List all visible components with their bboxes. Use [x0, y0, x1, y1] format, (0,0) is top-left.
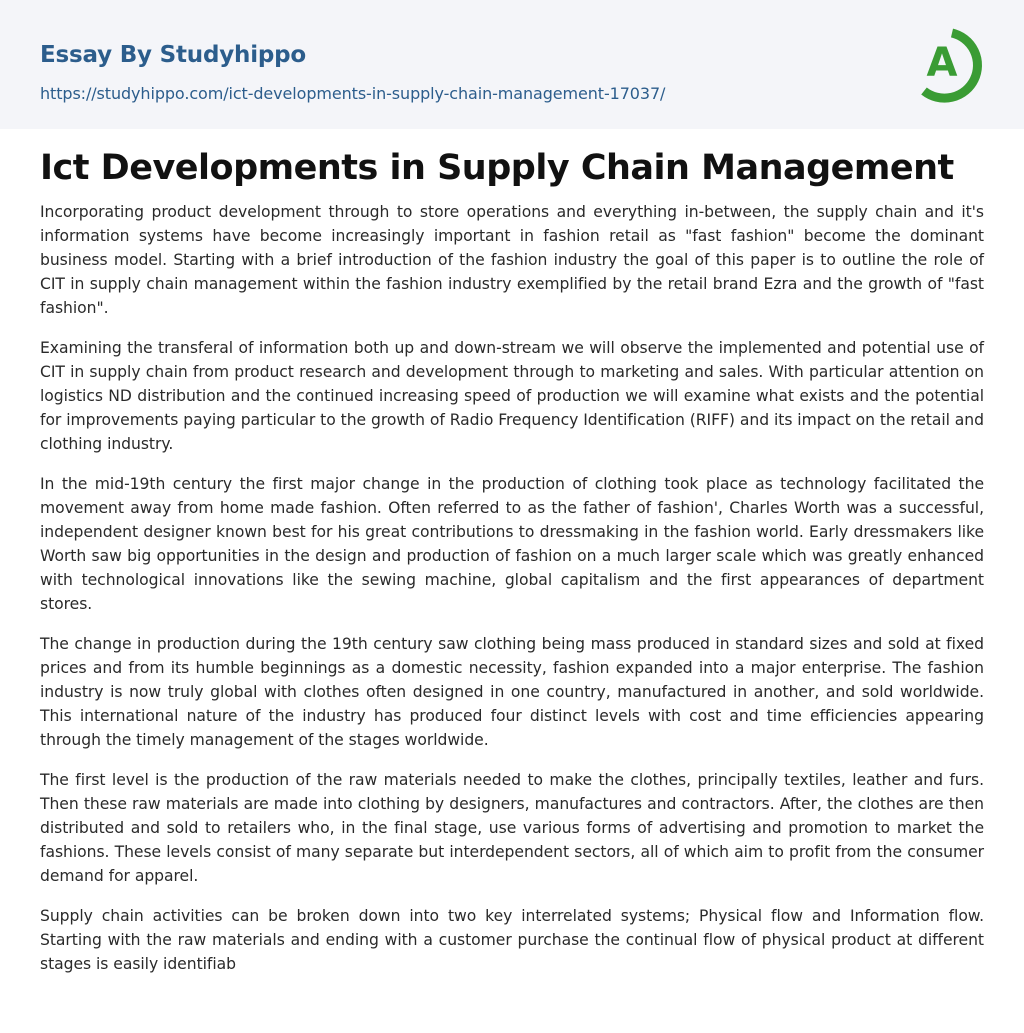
article-paragraph: Incorporating product development through to store operations and everything in-between, the supply chain and it's information systems have become increasingly important in fashion retail as "fast fashion" become the dominant business model. Starting with a brief introduction of the fashion industry the goal of this paper is to outline the role of CIT in supply chain management within the fashion industry exemplified by the retail brand Ezra and the growth of "fast fashion". — [40, 203, 984, 317]
article-paragraph: In the mid-19th century the first major change in the production of clothing took place as technology facilitated the movement away from home made fashion. Often referred to as the father of fashion', Charles Worth was a successful, independent designer known best for his great contributions to dressmaking in the fashion world. Early dressmakers like Worth saw big opportunities in the design and production of fashion on a much larger scale which was greatly enhanced with technological innovations like the sewing machine, global capitalism and the first appearances of department stores. — [40, 475, 984, 613]
studyhippo-logo-icon[interactable] — [898, 19, 986, 107]
article-paragraph: Supply chain activities can be broken down into two key interrelated systems; Physical flow and Information flow. Starting with the raw materials and ending with a customer purchase the continual flow of physical product at different stages is easily identifiab — [40, 907, 984, 973]
logo-letter: A — [926, 40, 958, 86]
site-brand[interactable]: Essay By Studyhippo — [40, 42, 307, 68]
page-title: Ict Developments in Supply Chain Management — [40, 148, 954, 188]
source-url-link[interactable]: https://studyhippo.com/ict-developments-in-supply-chain-management-17037/ — [40, 84, 666, 103]
article-paragraph: The first level is the production of the raw materials needed to make the clothes, principally textiles, leather and furs. Then these raw materials are made into clothing by designers, manufactures and contractors. After, the clothes are then distributed and sold to retailers who, in the final stage, use various forms of advertising and promotion to market the fashions. These levels consist of many separate but interdependent sectors, all of which aim to profit from the consumer demand for apparel. — [40, 771, 984, 885]
site-header — [0, 0, 1024, 129]
article-body — [40, 200, 984, 992]
article-paragraph: Examining the transferal of information both up and down-stream we will observe the implemented and potential use of CIT in supply chain from product research and development through to marketing and sales. With particular attention on logistics ND distribution and the continued increasing speed of production we will examine what exists and the potential for improvements paying particular to the growth of Radio Frequency Identification (RIFF) and its impact on the retail and clothing industry. — [40, 339, 984, 453]
article-paragraph: The change in production during the 19th century saw clothing being mass produced in standard sizes and sold at fixed prices and from its humble beginnings as a domestic necessity, fashion expanded into a major enterprise. The fashion industry is now truly global with clothes often designed in one country, manufactured in another, and sold worldwide. This international nature of the industry has produced four distinct levels with cost and time efficiencies appearing through the timely management of the stages worldwide. — [40, 635, 984, 749]
